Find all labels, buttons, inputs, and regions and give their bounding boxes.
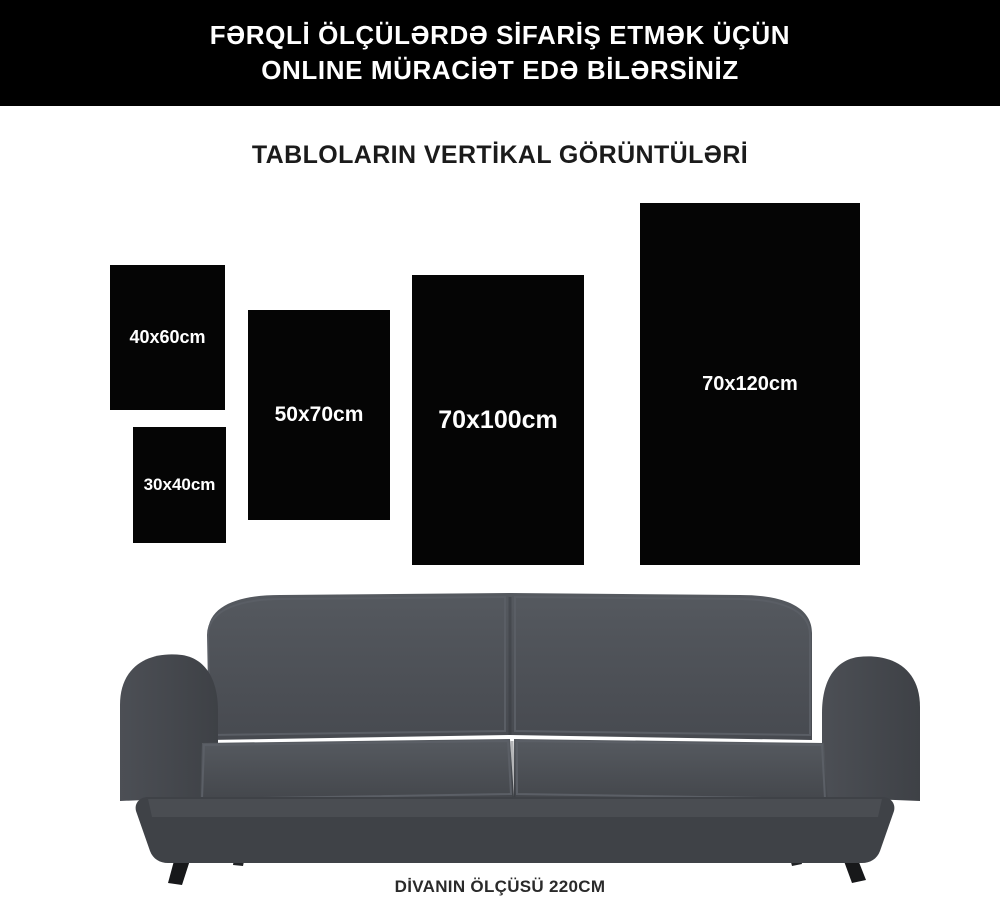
sofa-illustration bbox=[90, 565, 950, 895]
frame-30x40-label: 30x40cm bbox=[143, 475, 216, 494]
frame-70x100-label: 70x100cm bbox=[438, 405, 558, 434]
frame-70x120 bbox=[640, 203, 860, 565]
banner-line-1: FƏRQLİ ÖLÇÜLƏRDƏ SİFARİŞ ETMƏK ÜÇÜN bbox=[209, 20, 791, 51]
frame-30x40 bbox=[133, 427, 226, 543]
banner-line-2: ONLINE MÜRACİƏT EDƏ BİLƏRSİNİZ bbox=[261, 55, 739, 85]
sofa-size-caption: DİVANIN ÖLÇÜSÜ 220CM bbox=[394, 877, 606, 896]
frame-70x100 bbox=[412, 275, 584, 565]
frame-40x60 bbox=[110, 265, 225, 410]
frame-70x120-label: 70x120cm bbox=[702, 372, 798, 395]
frame-40x60-label: 40x60cm bbox=[129, 327, 206, 347]
sofa-svg bbox=[90, 565, 950, 895]
sofa-base bbox=[136, 797, 895, 863]
frame-50x70 bbox=[248, 310, 390, 520]
section-title: TABLOLARIN VERTİKAL GÖRÜNTÜLƏRİ bbox=[251, 141, 749, 169]
frame-50x70-label: 50x70cm bbox=[274, 403, 364, 426]
